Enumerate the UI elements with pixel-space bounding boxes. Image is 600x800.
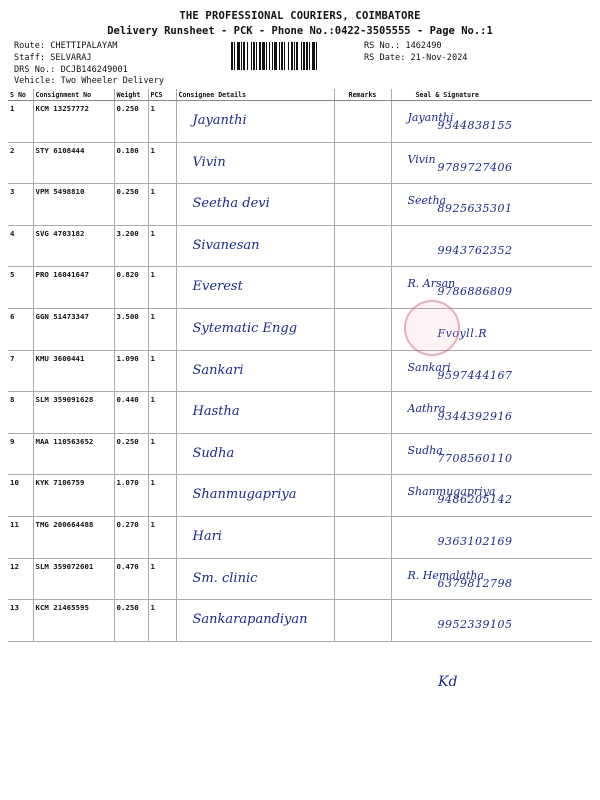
signature-phone: 9344392916 <box>437 410 513 424</box>
row-pcs: 1 <box>148 558 176 600</box>
signature-phone: 8925635301 <box>437 202 513 216</box>
row-signature <box>391 184 592 226</box>
col-pcs: PCS <box>148 89 176 101</box>
signature-phone: 9943762352 <box>437 243 513 257</box>
row-pcs: 1 <box>148 184 176 226</box>
row-signature <box>391 558 592 600</box>
row-weight: 0.250 <box>114 184 148 226</box>
consignee-handwriting: Hari <box>192 528 222 544</box>
signature-name: Jayanthi <box>407 111 454 124</box>
consignee-handwriting: Hastha <box>192 404 240 420</box>
row-remarks <box>334 267 391 309</box>
staff-label: Staff: SELVARAJ <box>14 53 92 63</box>
row-weight: 0.250 <box>114 600 148 642</box>
rs-date: RS Date: 21-Nov-2024 <box>364 53 468 63</box>
row-weight: 0.470 <box>114 558 148 600</box>
signature-name: R. Hemalatha <box>407 568 485 582</box>
row-consignment: SLM 359091628 <box>33 392 114 434</box>
consignee-handwriting: Shanmugapriya <box>192 487 297 503</box>
row-signature <box>391 475 592 517</box>
row-pcs: 1 <box>148 600 176 642</box>
row-pcs: 1 <box>148 516 176 558</box>
row-sno: 3 <box>8 184 33 226</box>
row-consignee <box>176 101 334 143</box>
row-consignment: KCM 13257772 <box>33 101 114 143</box>
barcode-bar <box>317 42 319 70</box>
signature-phone: 9786886809 <box>437 285 513 299</box>
consignee-handwriting: Sytematic Engg <box>192 320 298 336</box>
row-consignment: STY 6108444 <box>33 142 114 184</box>
drs-label: DRS No.: DCJB146249001 <box>14 65 128 75</box>
row-consignee <box>176 392 334 434</box>
row-consignment: TMG 200664488 <box>33 516 114 558</box>
table-row <box>8 308 592 350</box>
row-weight: 0.250 <box>114 433 148 475</box>
row-consignee <box>176 433 334 475</box>
table-row <box>8 392 592 434</box>
col-consignment: Consignment No <box>33 89 114 101</box>
signature-phone: Fvoyll.R <box>437 326 487 340</box>
consignee-handwriting: Sankari <box>192 362 244 378</box>
row-remarks <box>334 225 391 267</box>
row-consignee <box>176 475 334 517</box>
row-remarks <box>334 392 391 434</box>
rs-number: RS No.: 1462490 <box>364 41 442 51</box>
row-weight: 0.820 <box>114 267 148 309</box>
row-signature <box>391 101 592 143</box>
consignee-handwriting: Sm. clinic <box>192 570 258 586</box>
row-weight: 0.270 <box>114 516 148 558</box>
signature-phone: 9344838155 <box>437 119 513 132</box>
signature-name: Sudha <box>407 443 443 457</box>
row-consignment: PRO 16041647 <box>33 267 114 309</box>
consignee-handwriting: Sankarapandiyan <box>192 612 308 628</box>
signature-phone: 9363102169 <box>437 534 513 548</box>
table-row <box>8 225 592 267</box>
col-weight: Weight <box>114 89 148 101</box>
signature-phone: 9597444167 <box>437 368 513 382</box>
row-weight: 0.180 <box>114 142 148 184</box>
row-consignment: KYK 7106759 <box>33 475 114 517</box>
row-sno: 10 <box>8 475 33 517</box>
row-weight: 0.250 <box>114 101 148 143</box>
row-pcs: 1 <box>148 433 176 475</box>
row-pcs: 1 <box>148 267 176 309</box>
row-weight: 1.090 <box>114 350 148 392</box>
row-consignee <box>176 350 334 392</box>
consignee-handwriting: Everest <box>192 279 243 295</box>
row-consignment: KCM 21465595 <box>33 600 114 642</box>
row-signature <box>391 350 592 392</box>
row-consignee <box>176 558 334 600</box>
table-header-row <box>8 89 592 101</box>
signature-phone: 6379812798 <box>437 576 513 590</box>
consignee-handwriting: Vivin <box>192 154 226 170</box>
row-consignee <box>176 516 334 558</box>
row-consignee <box>176 600 334 642</box>
consignee-handwriting: Sudha <box>192 445 235 461</box>
row-consignee <box>176 225 334 267</box>
table-row <box>8 267 592 309</box>
table-row <box>8 184 592 226</box>
row-consignment: GGN 51473347 <box>33 308 114 350</box>
company-stamp <box>404 300 460 356</box>
row-remarks <box>334 350 391 392</box>
row-consignee <box>176 267 334 309</box>
row-weight: 1.070 <box>114 475 148 517</box>
row-sno: 13 <box>8 600 33 642</box>
row-consignment: VPM 5498810 <box>33 184 114 226</box>
row-remarks <box>334 101 391 143</box>
signature-name: Vivin <box>407 152 436 166</box>
consignee-handwriting: Seetha devi <box>192 196 270 212</box>
col-remarks: Remarks <box>334 89 391 101</box>
signature-name: Shanmugapriya <box>407 485 496 499</box>
row-sno: 6 <box>8 308 33 350</box>
signature-name: Sankari <box>407 360 451 374</box>
row-consignee <box>176 308 334 350</box>
table-row <box>8 475 592 517</box>
row-pcs: 1 <box>148 142 176 184</box>
row-pcs: 1 <box>148 225 176 267</box>
signature-phone: 7708560110 <box>437 451 513 465</box>
row-weight: 3.500 <box>114 308 148 350</box>
row-consignment: KMU 3600441 <box>33 350 114 392</box>
row-consignment: SVG 4703182 <box>33 225 114 267</box>
row-pcs: 1 <box>148 475 176 517</box>
row-sno: 11 <box>8 516 33 558</box>
signature-phone: 9952339105 <box>437 618 513 632</box>
consignee-handwriting: Sivanesan <box>192 237 260 253</box>
table-row <box>8 101 592 143</box>
row-sno: 1 <box>8 101 33 143</box>
row-signature <box>391 433 592 475</box>
row-remarks <box>334 142 391 184</box>
col-consignee: Consignee Details <box>176 89 334 101</box>
row-sno: 5 <box>8 267 33 309</box>
runsheet-title: Delivery Runsheet - PCK - Phone No.:0422-3505555 - Page No.:1 <box>107 25 493 37</box>
table-row <box>8 433 592 475</box>
table-row <box>8 558 592 600</box>
row-consignee <box>176 142 334 184</box>
row-consignment: SLM 359072601 <box>33 558 114 600</box>
row-weight: 3.200 <box>114 225 148 267</box>
row-sno: 2 <box>8 142 33 184</box>
row-remarks <box>334 558 391 600</box>
row-pcs: 1 <box>148 392 176 434</box>
consignee-handwriting: Jayanthi <box>192 113 247 128</box>
signature-name: Aathra <box>407 402 446 416</box>
row-remarks <box>334 600 391 642</box>
company-title: THE PROFESSIONAL COURIERS, COIMBATORE <box>179 10 421 22</box>
table-row <box>8 516 592 558</box>
row-sno: 4 <box>8 225 33 267</box>
row-signature <box>391 225 592 267</box>
row-remarks <box>334 433 391 475</box>
vehicle-label: Vehicle: Two Wheeler Delivery <box>14 76 165 86</box>
row-pcs: 1 <box>148 101 176 143</box>
row-sno: 9 <box>8 433 33 475</box>
row-sno: 12 <box>8 558 33 600</box>
route-label: Route: CHETTIPALAYAM <box>14 41 118 51</box>
initials-signature: Kd <box>438 674 458 690</box>
barcode <box>231 42 357 70</box>
row-signature <box>391 516 592 558</box>
col-seal: Seal & Signature <box>391 89 592 101</box>
row-remarks <box>334 184 391 226</box>
col-sno: S No <box>8 89 33 101</box>
row-remarks <box>334 308 391 350</box>
table-row <box>8 142 592 184</box>
row-remarks <box>334 516 391 558</box>
row-consignment: MAA 110563652 <box>33 433 114 475</box>
row-signature <box>391 142 592 184</box>
row-sno: 8 <box>8 392 33 434</box>
signature-phone: 9789727406 <box>437 160 513 174</box>
signature-name: R. Arsan <box>407 277 456 291</box>
row-pcs: 1 <box>148 308 176 350</box>
row-remarks <box>334 475 391 517</box>
row-signature <box>391 392 592 434</box>
table-row <box>8 600 592 642</box>
row-consignee <box>176 184 334 226</box>
row-pcs: 1 <box>148 350 176 392</box>
signature-name: Seetha <box>407 194 447 208</box>
row-sno: 7 <box>8 350 33 392</box>
signature-phone: 9486205142 <box>437 493 513 507</box>
row-weight: 0.440 <box>114 392 148 434</box>
delivery-table <box>8 89 592 642</box>
row-signature <box>391 600 592 642</box>
table-row <box>8 350 592 392</box>
